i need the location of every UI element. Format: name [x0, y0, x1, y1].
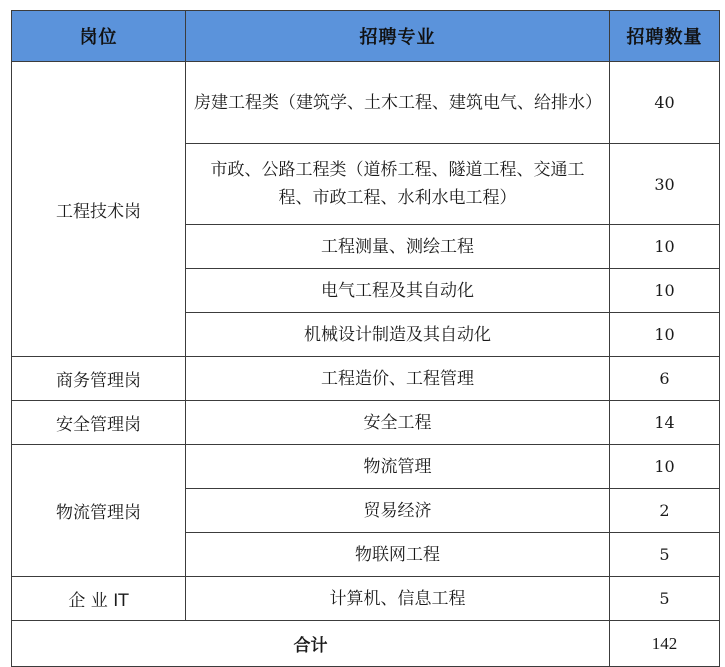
table-header [12, 11, 720, 62]
total-row [12, 621, 720, 667]
count-cell: 14 [610, 401, 720, 445]
count-cell: 5 [610, 533, 720, 577]
position-cell: 工程技术岗 [12, 62, 186, 357]
position-cell: 商务管理岗 [12, 357, 186, 401]
major-cell: 电气工程及其自动化 [186, 269, 610, 313]
table-row [12, 445, 720, 489]
header-major: 招聘专业 [186, 11, 610, 62]
table-row [12, 401, 720, 445]
major-cell: 工程造价、工程管理 [186, 357, 610, 401]
count-cell: 10 [610, 445, 720, 489]
table-footer [12, 621, 720, 667]
table-row [12, 62, 720, 144]
count-cell: 6 [610, 357, 720, 401]
count-cell: 10 [610, 313, 720, 357]
major-cell: 房建工程类（建筑学、土木工程、建筑电气、给排水） [186, 62, 610, 144]
recruitment-table [11, 10, 720, 667]
count-cell: 10 [610, 225, 720, 269]
table-row [12, 577, 720, 621]
count-cell: 5 [610, 577, 720, 621]
position-cell: 安全管理岗 [12, 401, 186, 445]
major-cell: 物流管理 [186, 445, 610, 489]
major-cell: 贸易经济 [186, 489, 610, 533]
header-count: 招聘数量 [610, 11, 720, 62]
major-cell: 物联网工程 [186, 533, 610, 577]
major-cell: 市政、公路工程类（道桥工程、隧道工程、交通工程、市政工程、水利水电工程） [186, 144, 610, 225]
position-cell: 企 业 IT [12, 577, 186, 621]
count-cell: 30 [610, 144, 720, 225]
table-body [12, 62, 720, 621]
total-count: 142 [610, 621, 720, 667]
major-cell: 机械设计制造及其自动化 [186, 313, 610, 357]
header-row [12, 11, 720, 62]
count-cell: 2 [610, 489, 720, 533]
total-label: 合计 [12, 621, 610, 667]
count-cell: 40 [610, 62, 720, 144]
count-cell: 10 [610, 269, 720, 313]
position-cell: 物流管理岗 [12, 445, 186, 577]
major-cell: 安全工程 [186, 401, 610, 445]
major-cell: 工程测量、测绘工程 [186, 225, 610, 269]
major-cell: 计算机、信息工程 [186, 577, 610, 621]
header-position: 岗位 [12, 11, 186, 62]
table-row [12, 357, 720, 401]
